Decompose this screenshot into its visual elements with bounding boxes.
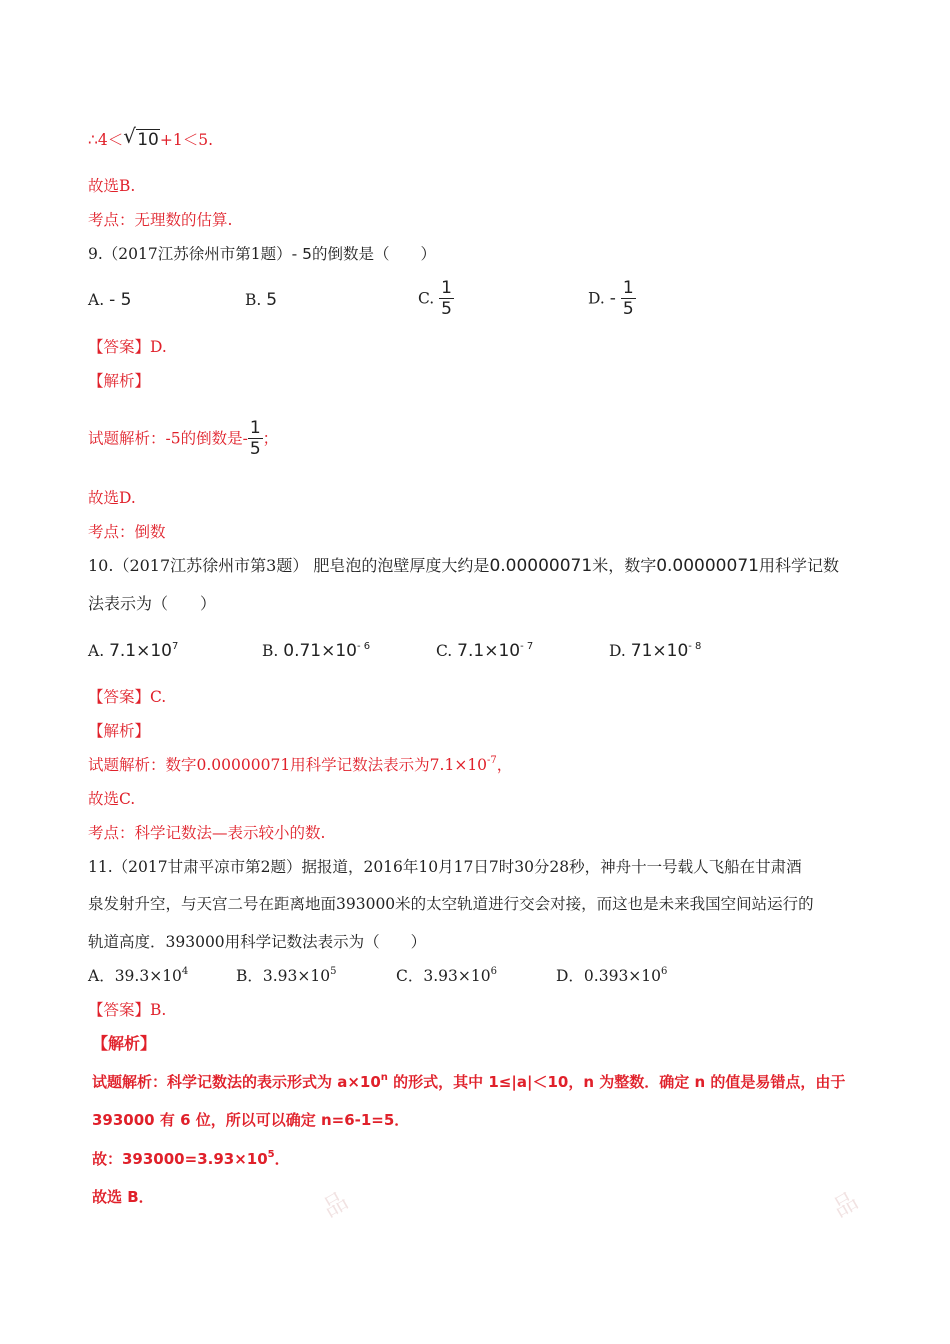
q10-option-d (609, 641, 701, 661)
fraction-numerator: 1 (622, 278, 634, 298)
q9-analysis-end: ； (262, 429, 279, 448)
q11-answer: 【答案】B. (88, 1001, 167, 1019)
option-exponent: - 8 (688, 641, 702, 652)
option-label: B. (245, 291, 262, 309)
q11-analysis-heading: 【解析】 (92, 1034, 157, 1053)
fraction-numerator: 1 (249, 418, 261, 438)
q10-analysis-exponent: -7 (487, 755, 497, 766)
watermark: 品 (827, 1186, 863, 1223)
q10-analysis (88, 755, 512, 775)
q9-choice: 故选D. (88, 489, 136, 507)
q11-analysis-exponent: 5 (267, 1149, 275, 1160)
radicand: 10 (137, 130, 159, 150)
inequality-line (88, 124, 214, 150)
option-exponent: 7 (171, 641, 179, 652)
q9-analysis-text: 试题解析：-5的倒数是- (88, 429, 248, 448)
option-base: 7.1×10 (457, 641, 521, 661)
q11-analysis-line2: 393000 有 6 位，所以可以确定 n=6-1=5． (92, 1111, 410, 1129)
q11-analysis-line1 (92, 1072, 845, 1092)
option-base: 0.71×10 (283, 641, 357, 661)
q9-stem (88, 244, 436, 264)
q10-analysis-heading: 【解析】 (88, 722, 151, 740)
q11-stem-line2: 泉发射升空，与天宫二号在距离地面393000米的太空轨道进行交会对接，而这也是未来我国空间站运行的 (88, 895, 814, 913)
fraction (621, 278, 636, 319)
q9-stem-text: 9.（2017江苏徐州市第1题） (88, 245, 292, 263)
q9-option-a (88, 290, 131, 310)
q9-stem-number: - 5 (291, 245, 312, 263)
q10-number: 0.00000071 (656, 556, 759, 576)
q8-point: 考点：无理数的估算. (88, 211, 233, 229)
option-exponent: 6 (490, 966, 497, 977)
therefore-text: ∴4＜ (88, 131, 124, 149)
q9-answer: 【答案】D. (88, 338, 167, 356)
q11-analysis-line3 (92, 1149, 290, 1169)
fraction (248, 418, 263, 459)
option-exponent: - 6 (357, 641, 371, 652)
option-label: D. (609, 642, 626, 660)
watermark: 品 (317, 1186, 353, 1223)
option-value: 5 (266, 290, 278, 310)
option-base: 71×10 (630, 641, 689, 661)
option-label: D. (588, 289, 605, 308)
option-label: C. (436, 642, 453, 660)
fraction (439, 278, 454, 319)
q10-analysis-end: ， (496, 756, 513, 774)
q11-option-d (556, 966, 667, 986)
q11-option-b (236, 966, 337, 986)
option-label: B. (262, 642, 279, 660)
q10-stem-line2: 法表示为（ ） (88, 594, 217, 613)
q10-option-c (436, 641, 533, 661)
fraction-numerator: 1 (441, 278, 452, 298)
q10-option-b (262, 641, 370, 661)
q11-option-a (88, 966, 188, 986)
option-label: C．3.93×10 (396, 967, 491, 985)
q9-point: 考点：倒数 (88, 523, 166, 541)
q10-stem-text: 10.（2017江苏徐州市第3题） 肥皂泡的泡壁厚度大约是 (88, 556, 490, 575)
q10-stem-text: 米，数字 (592, 556, 657, 575)
q11-analysis-text: 试题解析：科学记数法的表示形式为 a×10 (92, 1073, 381, 1091)
option-exponent: 6 (661, 966, 668, 977)
q11-analysis-exponent: n (380, 1072, 388, 1083)
q10-stem-line1 (88, 556, 839, 576)
q9-option-b (245, 290, 277, 310)
q9-analysis-heading: 【解析】 (88, 372, 151, 390)
q10-choice: 故选C. (88, 790, 136, 808)
q9-stem-tail: 的倒数是（ ） (312, 245, 437, 263)
option-label: C. (418, 289, 435, 308)
q9-option-c (418, 278, 454, 319)
option-label: A．39.3×10 (88, 967, 182, 985)
option-base: 7.1×10 (109, 641, 172, 661)
q11-analysis-end: ． (274, 1150, 290, 1168)
q10-number: 0.00000071 (489, 556, 593, 576)
option-exponent: 4 (181, 966, 189, 977)
q9-option-d (588, 278, 636, 319)
q11-stem-line3: 轨道高度．393000用科学记数法表示为（ ） (88, 933, 427, 951)
q10-stem-text: 用科学记数 (758, 556, 839, 575)
q10-answer: 【答案】C. (88, 688, 167, 706)
inequality-rest: +1＜5. (159, 131, 214, 149)
q11-stem-line1: 11.（2017甘肃平凉市第2题）据报道，2016年10月17日7时30分28秒，神舟十一号载人飞船在甘肃酒 (88, 858, 802, 876)
q10-point: 考点：科学记数法—表示较小的数. (88, 824, 326, 842)
q11-option-c (396, 966, 497, 986)
q11-choice: 故选 B． (92, 1188, 154, 1206)
q8-choice: 故选B. (88, 177, 136, 195)
option-value: - 5 (109, 290, 132, 310)
option-label: D．0.393×10 (556, 967, 662, 985)
option-exponent: - 7 (520, 641, 534, 652)
fraction-denominator: 5 (249, 439, 261, 459)
option-exponent: 5 (330, 966, 337, 977)
fraction-denominator: 5 (441, 299, 452, 319)
option-label: B．3.93×10 (236, 967, 331, 985)
q11-analysis-text: 的形式，其中 1≤|a|＜10，n 为整数．确定 n 的值是易错点，由于 (387, 1073, 846, 1091)
q10-option-a (88, 641, 178, 661)
fraction-denominator: 5 (622, 299, 634, 319)
sqrt-expression: √ 10 (123, 124, 159, 150)
option-label: A. (88, 291, 105, 309)
option-label: A. (88, 642, 105, 660)
q10-analysis-text: 试题解析：数字0.00000071用科学记数法表示为7.1×10 (88, 756, 488, 774)
option-sign: - (609, 288, 616, 309)
q11-analysis-text: 故：393000=3.93×10 (92, 1150, 268, 1168)
q9-analysis (88, 418, 278, 459)
